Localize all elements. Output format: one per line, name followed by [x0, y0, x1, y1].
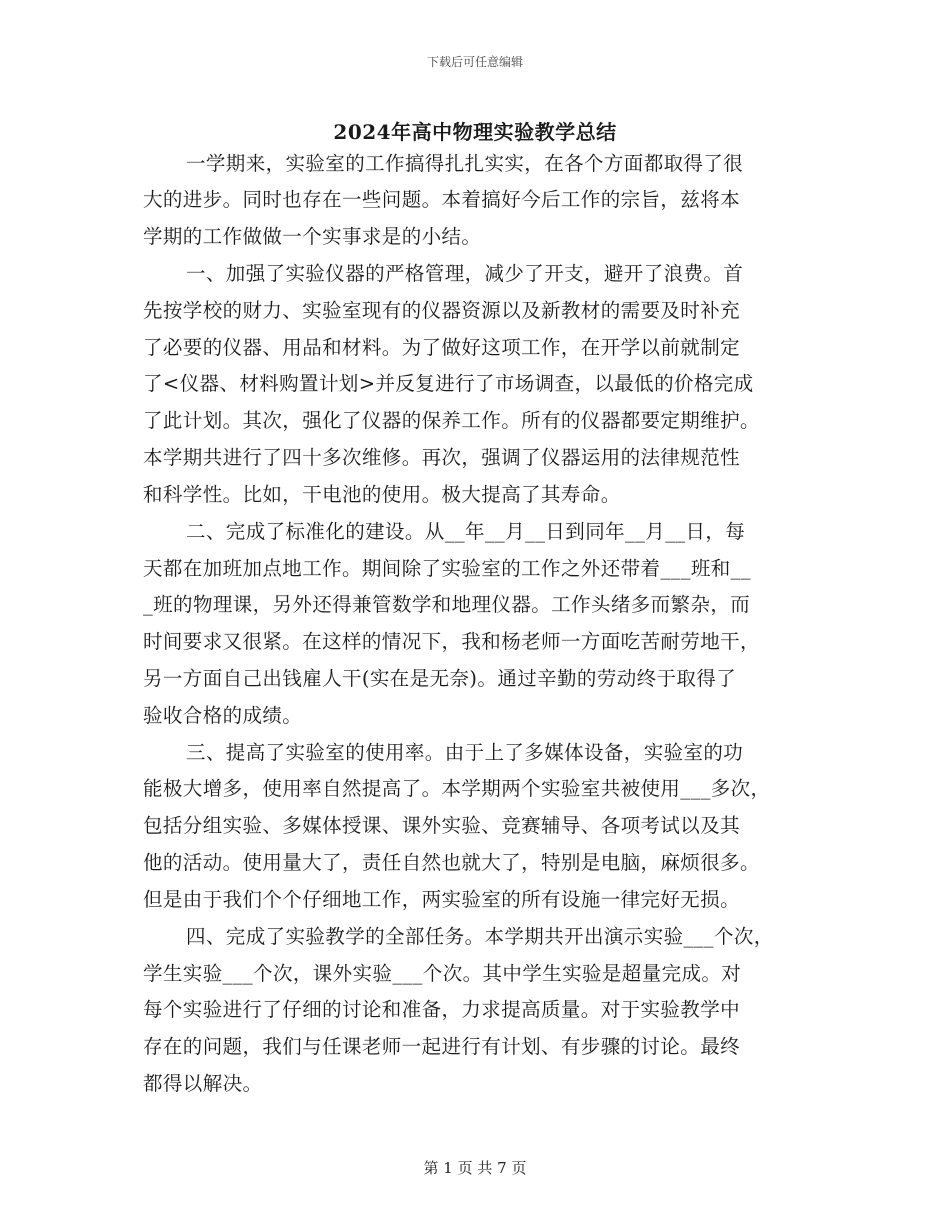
body-line: 本学期共进行了四十多次维修。再次，强调了仪器运用的法律规范性 [143, 446, 741, 469]
page-indicator: 第 1 页 共 7 页 [423, 1159, 527, 1177]
body-line: 了此计划。其次，强化了仪器的保养工作。所有的仪器都要定期维护。 [143, 409, 760, 432]
body-line: 先按学校的财力、实验室现有的仪器资源以及新教材的需要及时补充 [143, 299, 741, 322]
body-line: 学生实验___个次，课外实验___个次。其中学生实验是超量完成。对 [143, 962, 742, 985]
body-line: 每个实验进行了仔细的讨论和准备，力求提高质量。对于实验教学中 [143, 998, 741, 1021]
body-line: 验收合格的成绩。 [143, 704, 303, 727]
body-line: 另一方面自己出钱雇人干(实在是无奈)。通过辛勤的劳动终于取得了 [143, 667, 737, 690]
body-line: 都得以解决。 [143, 1072, 263, 1095]
body-line: 了<仪器、材料购置计划>并反复进行了市场调查，以最低的价格完成 [143, 372, 754, 395]
body-line: 能极大增多，使用率自然提高了。本学期两个实验室共被使用___多次， [143, 777, 771, 800]
body-line: 大的进步。同时也存在一些问题。本着搞好今后工作的宗旨，兹将本 [143, 188, 741, 211]
body-line: 存在的问题，我们与任课老师一起进行有计划、有步骤的讨论。最终 [143, 1035, 741, 1058]
body-line: 一、加强了实验仪器的严格管理，减少了开支，避开了浪费。首 [186, 262, 744, 285]
body-line: 包括分组实验、多媒体授课、课外实验、竞赛辅导、各项考试以及其 [143, 814, 741, 837]
body-line: 和科学性。比如，干电池的使用。极大提高了其寿命。 [143, 483, 621, 506]
body-line: _班的物理课，另外还得兼管数学和地理仪器。工作头绪多而繁杂，而 [143, 593, 751, 616]
body-line: 一学期来，实验室的工作搞得扎扎实实，在各个方面都取得了很 [186, 152, 744, 175]
body-line: 学期的工作做做一个实事求是的小结。 [143, 225, 482, 248]
page-header-note: 下载后可任意编辑 [426, 55, 523, 69]
body-line: 但是由于我们个个仔细地工作，两实验室的所有设施一律完好无损。 [143, 888, 741, 911]
body-line: 四、完成了实验教学的全部任务。本学期共开出演示实验___个次， [186, 925, 774, 948]
body-line: 了必要的仪器、用品和材料。为了做好这项工作，在开学以前就制定 [143, 336, 741, 359]
document-title: 2024年高中物理实验教学总结 [333, 120, 617, 144]
body-line: 时间要求又很紧。在这样的情况下，我和杨老师一方面吃苦耐劳地干， [143, 630, 760, 653]
body-line: 天都在加班加点地工作。期间除了实验室的工作之外还带着___班和__ [143, 557, 751, 580]
body-line: 三、提高了实验室的使用率。由于上了多媒体设备，实验室的功 [186, 741, 744, 764]
body-line: 他的活动。使用量大了，责任自然也就大了，特别是电脑，麻烦很多。 [143, 851, 760, 874]
body-line: 二、完成了标准化的建设。从__年__月__日到同年__月__日，每 [186, 520, 746, 543]
